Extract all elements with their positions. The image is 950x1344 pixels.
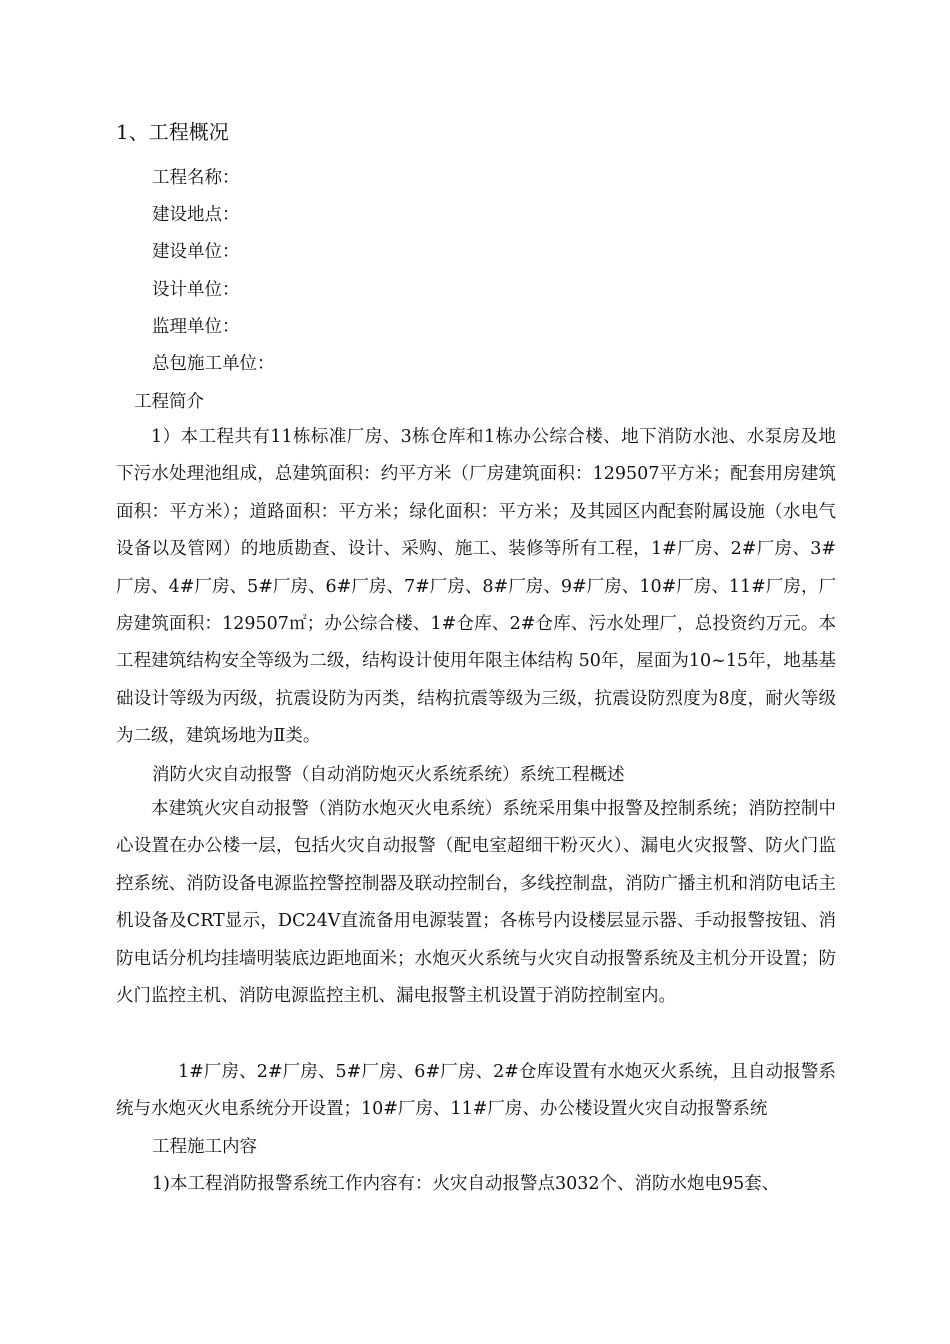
field-owner: 建设单位：	[152, 242, 240, 262]
field-supervisor: 监理单位：	[152, 317, 240, 337]
field-contractor: 总包施工单位：	[152, 354, 275, 374]
field-project-name: 工程名称：	[152, 168, 240, 188]
construction-title: 工程施工内容	[152, 1137, 257, 1157]
field-location: 建设地点：	[152, 205, 240, 225]
paragraph-fire-alarm: 本建筑火灾自动报警（消防水炮灭火电系统）系统采用集中报警及控制系统；消防控制中心设置在办公楼一层，包括火灾自动报警（配电室超细干粉灭火）、漏电火灾报警、防火门监控系统、消防设备电源监控警控制器及联动控制台，多线控制盘，消防广播主机和消防电话主机设备及CRT显示，DC24V直流备用电源装置；各栋号内设楼层显示器、手动报警按钮、消防电话分机均挂墙明装底边距地面米；水炮灭火系统与火灾自动报警系统及主机分开设置；防火门监控主机、消防电源监控主机、漏电报警主机设置于消防控制室内。	[116, 799, 836, 1007]
paragraph-overview: 1）本工程共有11栋标准厂房、3栋仓库和1栋办公综合楼、地下消防水池、水泵房及地下污水处理池组成，总建筑面积：约平方米（厂房建筑面积：129507平方米；配套用房建筑面积：平方米）；道路面积：平方米；绿化面积：平方米；及其园区内配套附属设施（水电气设备以及管网）的地质勘查、设计、采购、施工、装修等所有工程，1#厂房、2#厂房、3#厂房、4#厂房、5#厂房、6#厂房、7#厂房、8#厂房、9#厂房、10#厂房、11#厂房，厂房建筑面积：129507㎡；办公综合楼、1#仓库、2#仓库、污水处理厂，总投资约万元。本工程建筑结构安全等级为二级，结构设计使用年限主体结构 50年，屋面为10~15年，地基基础设计等级为丙级，抗震设防为丙类，结构抗震等级为三级，抗震设防烈度为8度，耐火等级为二级，建筑场地为Ⅱ类。	[116, 427, 836, 747]
section-heading: 1、工程概况	[116, 120, 229, 144]
paragraph-water-cannon: 1#厂房、2#厂房、5#厂房、6#厂房、2#仓库设置有水炮灭火系统，且自动报警系统与水炮灭火电系统分开设置；10#厂房、11#厂房、办公楼设置火灾自动报警系统	[116, 1062, 836, 1120]
overview-title: 工程简介	[134, 392, 204, 412]
paragraph-construction: 1)本工程消防报警系统工作内容有：火灾自动报警点3032个、消防水炮电95套、	[152, 1174, 780, 1194]
fire-alarm-title: 消防火灾自动报警（自动消防炮灭火系统系统）系统工程概述	[152, 765, 625, 785]
field-designer: 设计单位：	[152, 280, 240, 300]
